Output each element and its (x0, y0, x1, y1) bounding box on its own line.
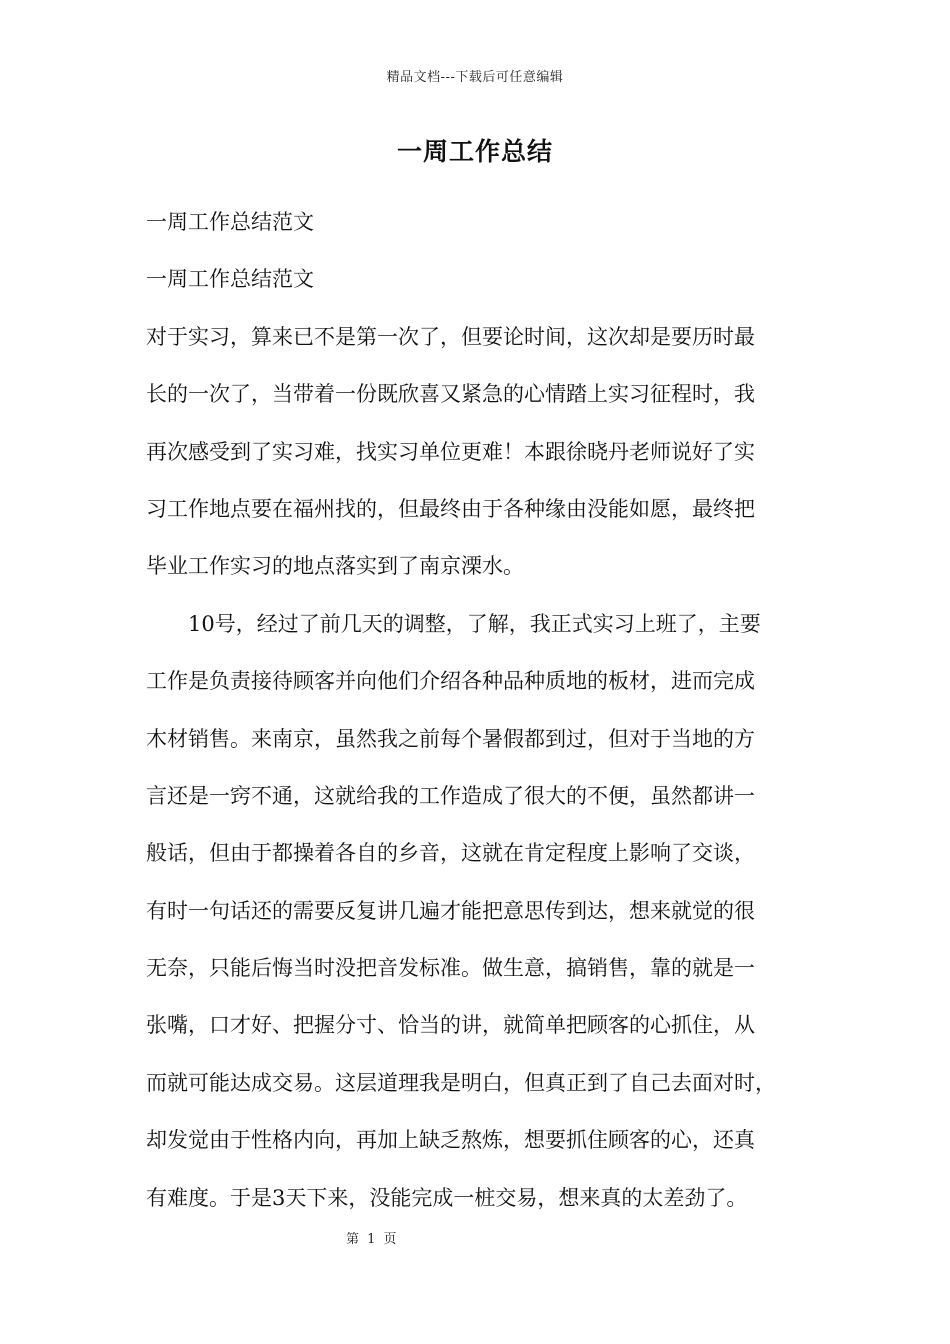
text-line: 木材销售。来南京，虽然我之前每个暑假都到过，但对于当地的方 (146, 726, 755, 751)
text-line: 般话，但由于都操着各自的乡音，这就在肯定程度上影响了交谈， (146, 841, 755, 866)
text-line: 无奈，只能后悔当时没把音发标准。做生意，搞销售，靠的就是一 (146, 956, 755, 981)
text-line: 有时一句话还的需要反复讲几遍才能把意思传到达，想来就觉的很 (146, 898, 755, 923)
text-line: 对于实习，算来已不是第一次了，但要论时间，这次却是要历时最 (146, 324, 755, 349)
text-line: 一周工作总结范文 (146, 210, 314, 234)
text-line: 长的一次了，当带着一份既欣喜又紧急的心情踏上实习征程时，我 (146, 382, 755, 407)
text-line: 毕业工作实习的地点落实到了南京溧水。 (146, 554, 524, 579)
document-title: 一周工作总结 (396, 137, 553, 166)
text-line: 言还是一窍不通，这就给我的工作造成了很大的不便，虽然都讲一 (146, 783, 755, 808)
text-line: 一周工作总结范文 (146, 267, 314, 292)
text-line: 张嘴，口才好、把握分寸、恰当的讲，就简单把顾客的心抓住，从 (146, 1013, 755, 1038)
page-number: 第 1 页 (346, 1232, 397, 1247)
text-line: 习工作地点要在福州找的，但最终由于各种缘由没能如愿，最终把 (146, 496, 755, 521)
text-line: 却发觉由于性格内向，再加上缺乏熬炼，想要抓住顾客的心，还真 (146, 1128, 755, 1153)
page-header: 精品文档---下载后可任意编辑 (386, 70, 564, 85)
text-line: 工作是负责接待顾客并向他们介绍各种品种质地的板材，进而完成 (146, 669, 755, 694)
text-line: 而就可能达成交易。这层道理我是明白，但真正到了自己去面对时， (146, 1070, 776, 1095)
document-body (146, 203, 826, 1236)
text-line: 再次感受到了实习难，找实习单位更难！本跟徐晓丹老师说好了实 (146, 439, 755, 464)
text-line: 有难度。于是3天下来，没能完成一桩交易，想来真的太差劲了。 (146, 1185, 748, 1210)
text-line: 10号，经过了前几天的调整，了解，我正式实习上班了，主要 (146, 611, 761, 636)
